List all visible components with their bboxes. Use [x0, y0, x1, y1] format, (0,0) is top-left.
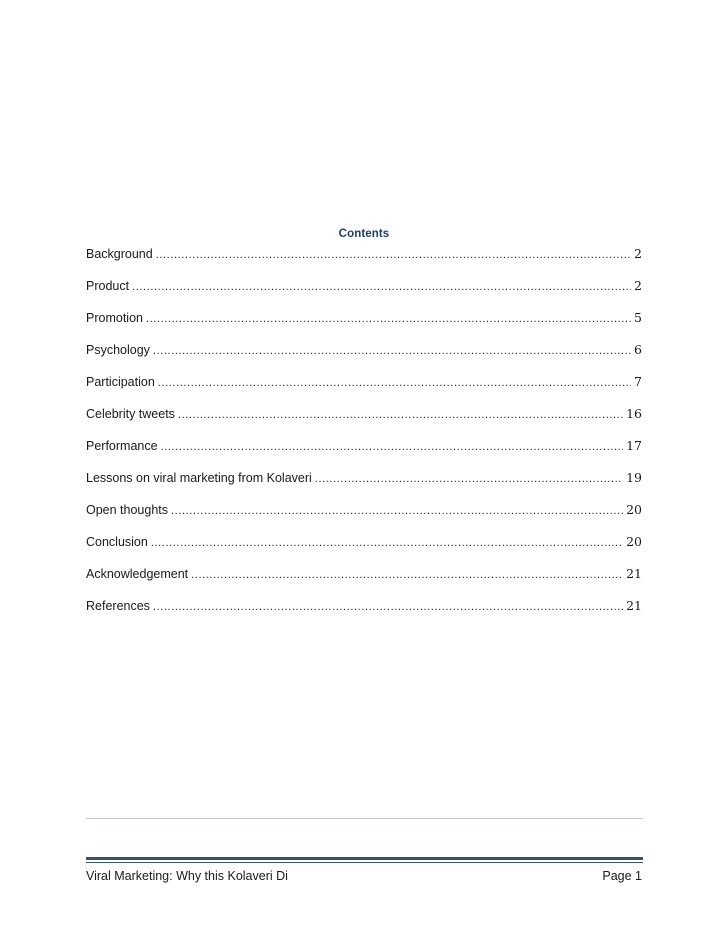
toc-entry-page: 20 [626, 502, 642, 517]
toc-entry-page: 2 [634, 246, 642, 261]
toc-entry-label: Acknowledgement [86, 567, 189, 581]
toc-entry-label: Open thoughts [86, 503, 169, 517]
toc-dot-leader [132, 279, 631, 295]
toc-dot-leader [171, 503, 623, 519]
toc-entry-label: Background [86, 247, 153, 261]
toc-entry-label: Product [86, 279, 130, 293]
toc-dot-leader [153, 343, 631, 359]
toc-entry-page: 19 [626, 470, 642, 485]
toc-entry-open-thoughts[interactable] [86, 502, 642, 534]
toc-entry-page: 20 [626, 534, 642, 549]
table-of-contents [86, 246, 642, 630]
footer-thick-rule [86, 857, 643, 860]
toc-dot-leader [315, 471, 623, 487]
toc-entry-page: 6 [634, 342, 642, 357]
toc-entry-label: Performance [86, 439, 158, 453]
toc-entry-promotion[interactable] [86, 310, 642, 342]
toc-dot-leader [158, 375, 631, 391]
toc-entry-lessons[interactable] [86, 470, 642, 502]
toc-entry-label: Conclusion [86, 535, 148, 549]
toc-entry-participation[interactable] [86, 374, 642, 406]
toc-entry-psychology[interactable] [86, 342, 642, 374]
toc-entry-label: References [86, 599, 150, 613]
footer-thin-rule [86, 862, 643, 863]
toc-dot-leader [151, 535, 623, 551]
toc-title: Contents [338, 228, 390, 240]
toc-entry-references[interactable] [86, 598, 642, 630]
toc-entry-label: Participation [86, 375, 155, 389]
toc-entry-page: 2 [634, 278, 642, 293]
toc-entry-page: 7 [634, 374, 642, 389]
toc-entry-label: Celebrity tweets [86, 407, 175, 421]
toc-entry-label: Promotion [86, 311, 143, 325]
toc-entry-conclusion[interactable] [86, 534, 642, 566]
toc-entry-acknowledgement[interactable] [86, 566, 642, 598]
toc-dot-leader [191, 567, 623, 583]
toc-dot-leader [178, 407, 623, 423]
toc-dot-leader [146, 311, 631, 327]
footer-separator-rule [86, 818, 643, 819]
toc-entry-page: 21 [626, 598, 642, 613]
footer-page-number: Page 1 [602, 869, 642, 883]
toc-entry-label: Lessons on viral marketing from Kolaveri [86, 471, 312, 485]
toc-entry-celebrity-tweets[interactable] [86, 406, 642, 438]
toc-entry-label: Psychology [86, 343, 150, 357]
toc-dot-leader [161, 439, 624, 455]
toc-entry-product[interactable] [86, 278, 642, 310]
footer-document-title: Viral Marketing: Why this Kolaveri Di [86, 869, 288, 883]
toc-entry-background[interactable] [86, 246, 642, 278]
toc-dot-leader [153, 599, 623, 615]
toc-entry-performance[interactable] [86, 438, 642, 470]
toc-entry-page: 17 [626, 438, 642, 453]
toc-dot-leader [156, 247, 631, 263]
toc-entry-page: 16 [626, 406, 642, 421]
toc-entry-page: 21 [626, 566, 642, 581]
toc-entry-page: 5 [634, 310, 642, 325]
